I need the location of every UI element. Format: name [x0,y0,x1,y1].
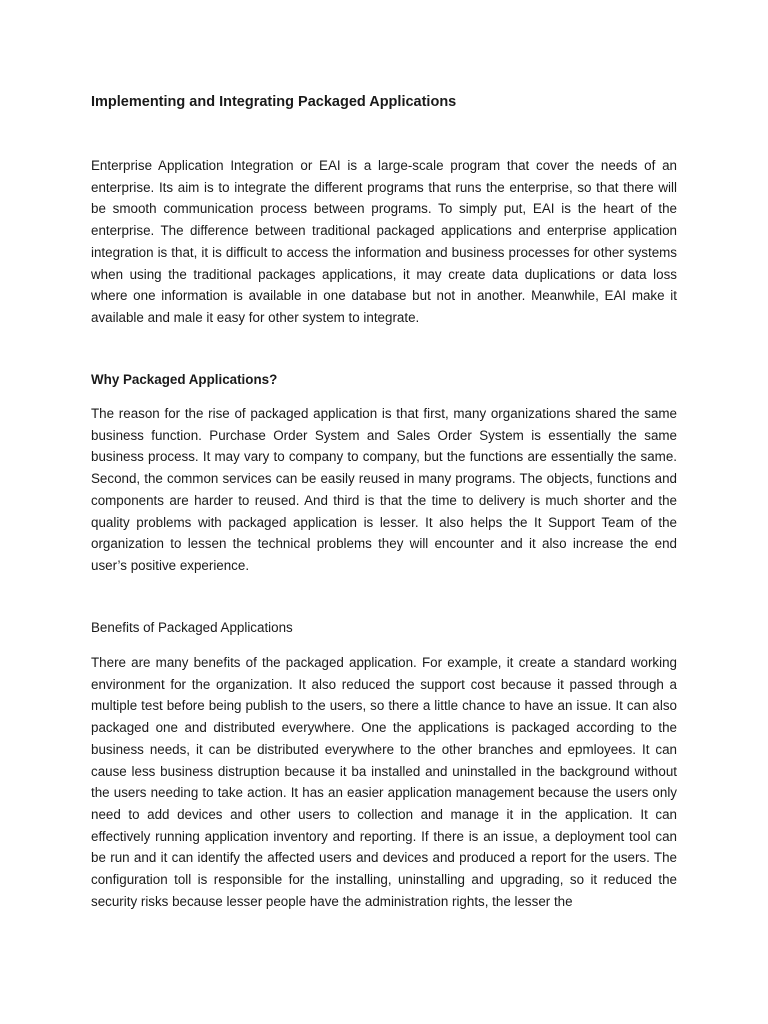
document-title: Implementing and Integrating Packaged Applications [91,94,457,110]
section-heading-why: Why Packaged Applications? [91,372,278,387]
section-body-benefits: There are many benefits of the packaged application. For example, it create a standard working environment for the organization. It also reduced the support cost because it passed through a multiple test before being publish to the users, so there a little chance to have an issue. It can also packaged one and distributed everywhere. One the applications is packaged according to the business needs, it can be distributed everywhere to the other branches and epmloyees. It can cause less business distruption because it ba installed and uninstalled in the background without the users needing to take action. It has an easier application management because the users only need to add devices and other users to collection and manage it in the application. It can effectively running application inventory and reporting. If there is an issue, a deployment tool can be run and it can identify the affected users and devices and produced a report for the users. The configuration toll is responsible for the installing, uninstalling and upgrading, so it reduced the security risks because lesser people have the administration rights, the lesser the [91,655,677,909]
intro-paragraph: Enterprise Application Integration or EAI is a large-scale program that cover the needs of an enterprise. Its aim is to integrate the different programs that runs the enterprise, so that there will be smooth communication process between programs. To simply put, EAI is the heart of the enterprise. The difference between traditional packaged applications and enterprise application integration is that, it is difficult to access the information and business processes for other systems when using the traditional packages applications, it may create data duplications or data loss where one information is available in one database but not in another. Meanwhile, EAI make it available and male it easy for other system to integrate. [91,158,677,325]
section-heading-benefits: Benefits of Packaged Applications [91,620,293,635]
section-body-why: The reason for the rise of packaged application is that first, many organizations shared the same business function. Purchase Order System and Sales Order System is essentially the same business process. It may vary to company to company, but the functions are essentially the same. Second, the common services can be easily reused in many programs. The objects, functions and components are harder to reused. And third is that the time to delivery is much shorter and the quality problems with packaged application is lesser. It also helps the It Support Team of the organization to lessen the technical problems they will encounter and it also increase the end user’s positive experience. [91,406,677,573]
